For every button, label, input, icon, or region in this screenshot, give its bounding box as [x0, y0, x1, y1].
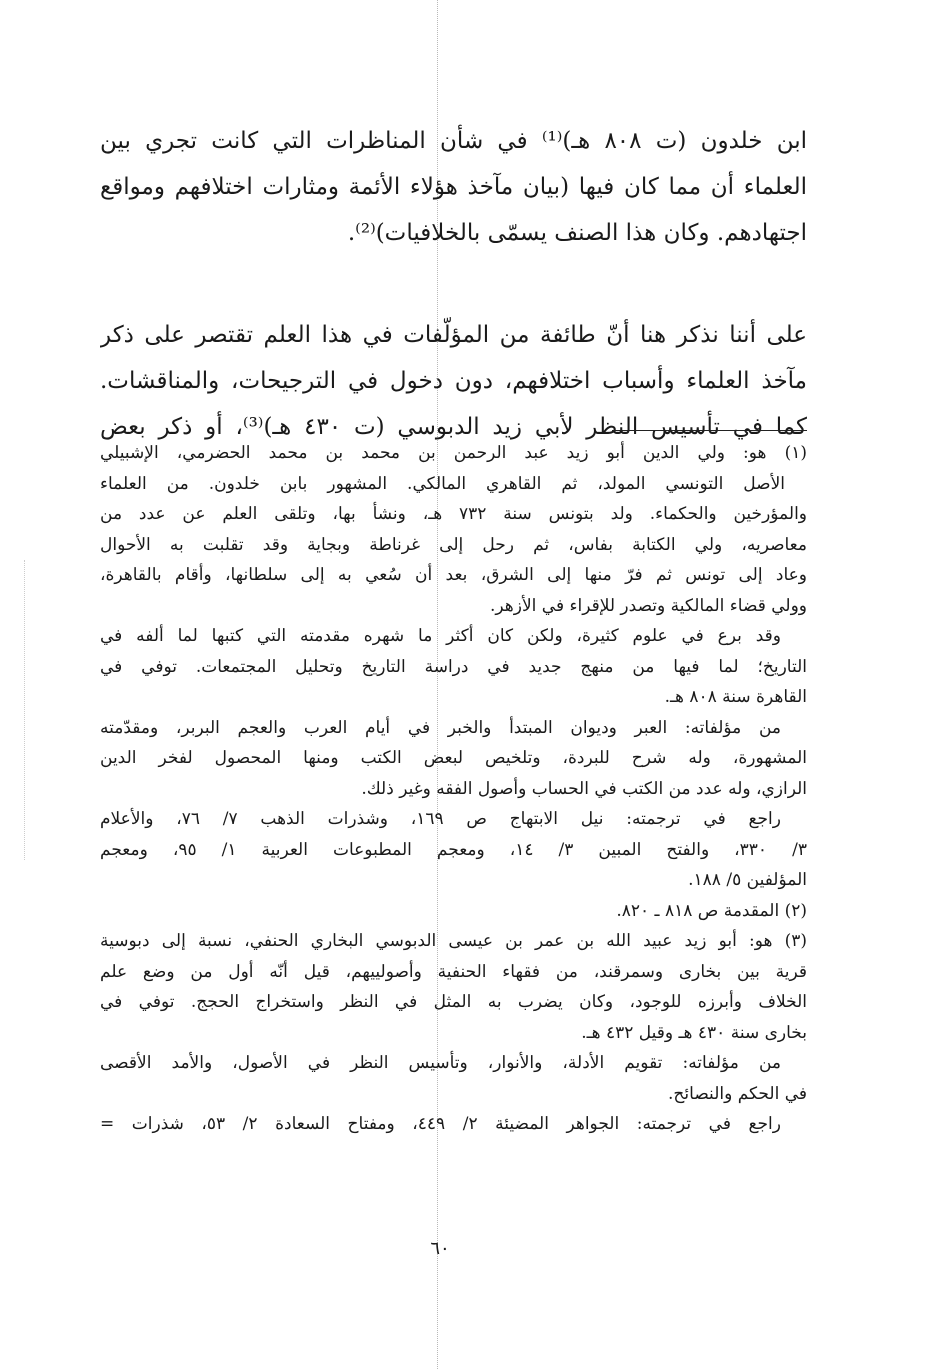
footnote-1	[100, 438, 807, 896]
body-line: اجتهادهم. وكان هذا الصنف يسمّى بالخلافيات)⁽²⁾.	[347, 220, 807, 246]
footnote-line: ٣/ ٣٣٠، والفتح المبين ٣/ ١٤، ومعجم المطبوعات العربية ١/ ٩٥، ومعجم	[100, 839, 807, 860]
footnote-line: في الحكم والنصائح.	[668, 1083, 807, 1104]
body-line: ابن خلدون (ت ٨٠٨ هـ)⁽¹⁾ في شأن المناظرات التي كانت تجري بين	[100, 128, 807, 154]
footnote-2	[100, 896, 807, 927]
footnotes	[100, 438, 807, 1140]
main-text	[100, 118, 807, 450]
footnote-line: (١) هو: ولي الدين أبو زيد عبد الرحمن بن محمد بن محمد الحضرمي، الإشبيلي	[100, 443, 807, 463]
footnote-line: من مؤلفاته: العبر وديوان المبتدأ والخبر في أيام العرب والعجم البربر، ومقدّمته	[100, 717, 781, 738]
footnote-line: المشهورة، وله شرح للبردة، وتلخيص لبعض الكتب ومنها المحصول لفخر الدين	[100, 748, 807, 768]
body-line: العلماء أن مما كان فيها (بيان مآخذ هؤلاء الأئمة ومثارات اختلافهم ومواقع	[100, 174, 807, 200]
footnote-line: القاهرة سنة ٨٠٨ هـ.	[664, 687, 807, 707]
footnote-line: من مؤلفاته: تقويم الأدلة، والأنوار، وتأسيس النظر في الأصول، والأمد الأقصى	[100, 1053, 781, 1073]
scan-edge-marks	[24, 560, 31, 860]
footnote-line: معاصريه، ولي الكتابة بفاس، ثم رحل إلى غرناطة وبجاية وقد تقلبت به الأحوال	[100, 534, 807, 555]
footnote-line: وعاد إلى تونس ثم فرّ منها إلى الشرق، بعد أن سُعي به إلى سلطانها، وأقام بالقاهرة،	[100, 565, 807, 585]
footnote-line: بخارى سنة ٤٣٠ هـ وقيل ٤٣٢ هـ.	[581, 1022, 807, 1043]
body-line: مآخذ العلماء وأسباب اختلافهم، دون دخول في الترجيحات، والمناقشات.	[100, 368, 807, 394]
footnote-line: وقد برع في علوم كثيرة، ولكن كان أكثر ما شهره مقدمته التي كتبها لما ألفه في	[100, 626, 781, 646]
footnote-line: التاريخ؛ لما فيها من منهج جديد في دراسة التاريخ وتحليل المجتمعات. توفي في	[100, 656, 807, 677]
footnote-line: الخلاف وأبرزه للوجود، وكان يضرب به المثل في النظر واستخراج الحجج. توفي في	[100, 992, 807, 1012]
body-line: كما في تأسيس النظر لأبي زيد الدبوسي (ت ٤٣٠ هـ)⁽³⁾، أو ذكر بعض	[100, 414, 807, 440]
footnote-line: الرازي، وله عدد من الكتب في الحساب وأصول الفقه وغير ذلك.	[361, 778, 807, 799]
body-line: على أننا نذكر هنا أنّ طائفة من المؤلّفات في هذا العلم تقتصر على ذكر	[100, 322, 807, 348]
footnote-line: الأصل التونسي المولد، ثم القاهري المالكي. المشهور بابن خلدون. من العلماء	[100, 473, 785, 494]
footnote-line: راجع في ترجمته: نيل الابتهاج ص ١٦٩، وشذرات الذهب ٧/ ٧٦، والأعلام	[100, 809, 781, 829]
footnote-line: والمؤرخين والحكماء. ولد بتونس سنة ٧٣٢ هـ، ونشأ بها، وتلقى العلم عن عدد من	[100, 504, 807, 524]
footnote-line: (٢) المقدمة ص ٨١٨ ـ ٨٢٠.	[616, 900, 807, 921]
footnote-line: (٣) هو: أبو زيد عبيد الله بن عمر بن عيسى الدبوسي البخاري الحنفي، نسبة إلى دبوسية	[100, 931, 807, 951]
footnote-3	[100, 926, 807, 1140]
footnote-line: راجع في ترجمته: الجواهر المضيئة ٢/ ٤٤٩، ومفتاح السعادة ٢/ ٥٣، شذرات =	[100, 1114, 781, 1134]
page-number: ٦٠	[430, 1238, 450, 1259]
footnote-line: المؤلفين ٥/ ١٨٨.	[688, 870, 807, 890]
footnote-divider	[612, 430, 807, 431]
footnote-line: وولي قضاء المالكية وتصدر للإقراء في الأزهر.	[490, 595, 807, 616]
footnote-line: قرية بين بخارى وسمرقند، من فقهاء الحنفية وأصولييهم، قيل أنّه أول من وضع علم	[100, 961, 807, 982]
